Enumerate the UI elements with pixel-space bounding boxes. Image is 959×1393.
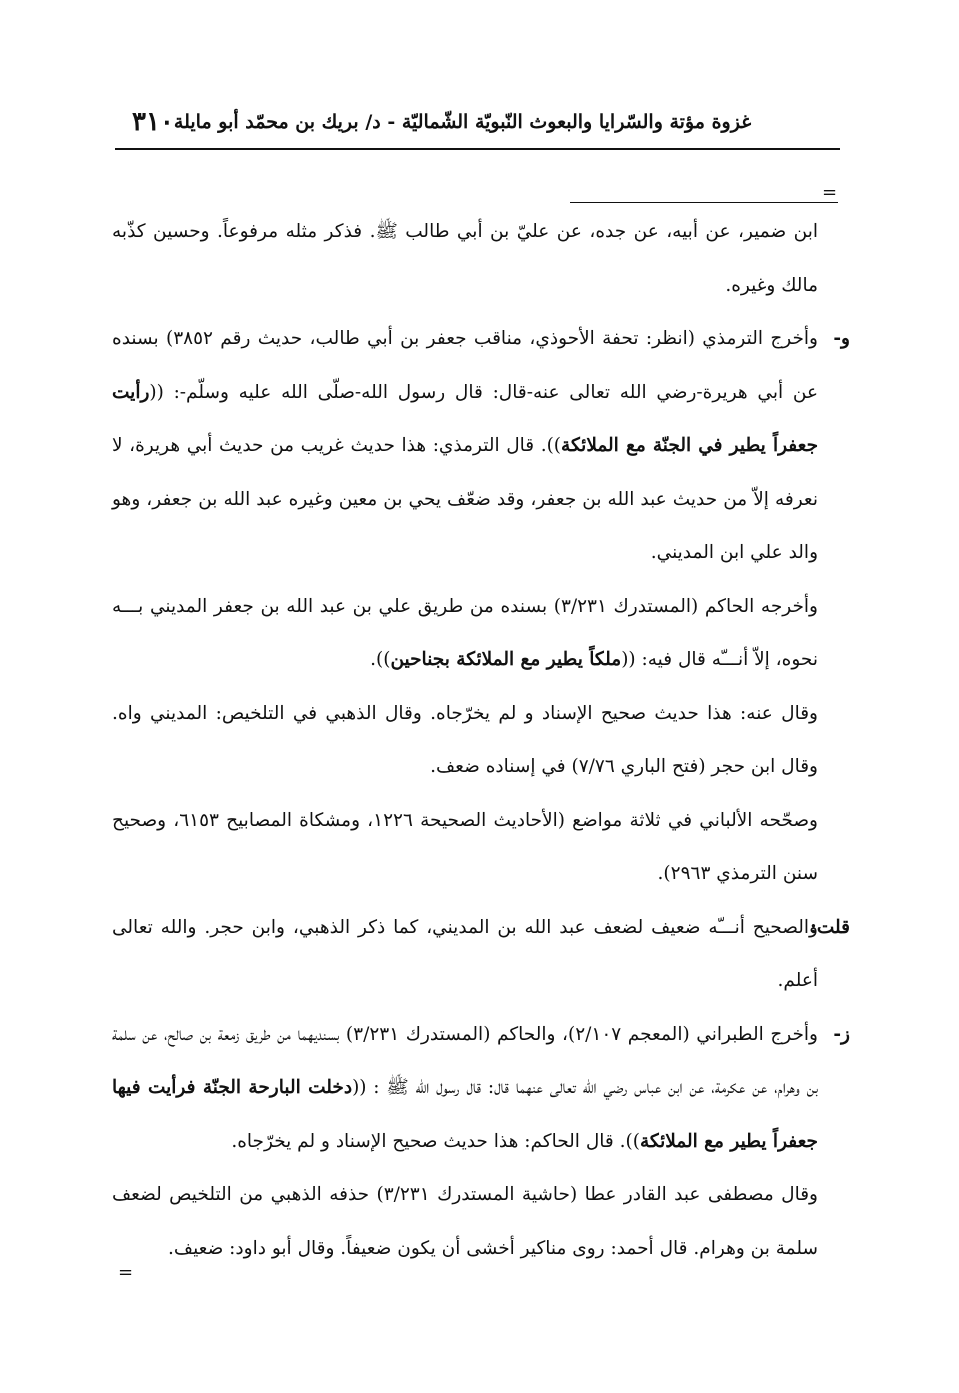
paragraph-6-text: والصحيح أنـــّه ضعيف لضعف عبد الله بن المديني، كما ذكر الذهبي، وابن حجر. والله تعالى أعلم. (112, 916, 818, 991)
paragraph-2 (112, 312, 850, 580)
paragraph-5: وصحّحه الألباني في ثلاثة مواضع (الأحاديث الصحيحة ١٢٢٦، ومشكاة المصابيح ٦١٥٣، وصحيح سنن الترمذي ٢٩٦٣). (112, 809, 818, 884)
continuation-mark-bottom: = (118, 1262, 134, 1283)
running-header (118, 100, 838, 144)
paragraph-7-text-a: وأخرج الطبراني (المعجم ٢/١٠٧)، والحاكم (المستدرك ٣/٢٣١) بسنديهما من طريق زمعة بن صالح، عن سلمة بن وهرام، عن عكرمة، عن ابن عباس رضي الله تعالى عنهما قال: قال رسول الله ﷺ : (( (112, 1023, 819, 1098)
paragraph-2-text-a: وأخرج الترمذي (انظر: تحفة الأحوذي، مناقب جعفر بن أبي طالب، حديث رقم ٣٨٥٢) بسنده عن أبي هريرة-رضي الله تعالى عنه-قال: قال رسول الله-صلّى الله عليه وسلّم-: (( (112, 328, 818, 403)
paragraph-3-text-a: وأخرجه الحاكم (المستدرك ٣/٢٣١) بسنده من طريق علي بن عبد الله بن جعفر المديني بـــه نحوه، إلاّ أنـــّه قال فيه: (( (112, 595, 818, 670)
item-label-qultu: قلت: (810, 916, 850, 938)
header-rule (115, 148, 840, 150)
item-label-zay: ز- (833, 1023, 850, 1045)
running-title: غزوة مؤتة والسّرايا والبعوث النّبويّة الشّماليّة - د/ بريك بن محمّد أبو مايلة (173, 111, 752, 133)
footnote-rule (570, 202, 838, 203)
page-number: ٣١٠ (132, 107, 174, 137)
paragraph-7 (112, 1008, 850, 1169)
paragraph-3 (112, 580, 818, 687)
paragraph-1: ابن ضمير، عن أبيه، عن جده، عن عليّ بن أبي طالب ﷺ. فذكر مثله مرفوعاً. وحسين كذّبه مالك وغيره. (112, 221, 818, 296)
item-label-waw: و- (833, 328, 850, 349)
paragraph-8: وقال مصطفى عبد القادر عطا (حاشية المستدرك ٣/٢٣١) حذفه الذهبي من التلخيص لضعف سلمة بن وهرام. قال أحمد: روى مناكير أخشى أن يكون ضعيفاً. وقال أبو داود: ضعيف. (112, 1184, 818, 1259)
paragraph-2-text-b: )). قال الترمذي: هذا حديث غريب من حديث أبي هريرة، لا نعرفه إلاّ من حديث عبد الله بن جعفر، وقد ضعّف يحي بن معين وغيره عبد الله بن جعفر، وهو والد علي ابن المديني. (112, 435, 818, 563)
footnote-body (112, 205, 850, 1275)
hadith-quote-3: دخلت البارحة الجنّة فرأيت فيها جعفراً يطير مع الملائكة (112, 1077, 818, 1152)
paragraph-7-text-b: )). قال الحاكم: هذا حديث صحيح الإسناد و لم يخرّجاه. (231, 1130, 640, 1152)
hadith-quote-2: ملكاً يطير مع الملائكة بجناحين (390, 649, 622, 670)
paragraph-4: وقال عنه: هذا حديث صحيح الإسناد و لم يخرّجاه. وقال الذهبي في التلخيص: المديني واه. وقال ابن حجر (فتح الباري ٧/٧٦) في إسناده ضعف. (112, 702, 818, 777)
paragraph-3-text-b: )). (370, 649, 391, 670)
continuation-mark-top: = (822, 182, 838, 203)
hadith-quote-1: رأيت جعفراً يطير في الجنّة مع الملائكة (112, 381, 819, 456)
paragraph-6 (112, 901, 850, 1008)
